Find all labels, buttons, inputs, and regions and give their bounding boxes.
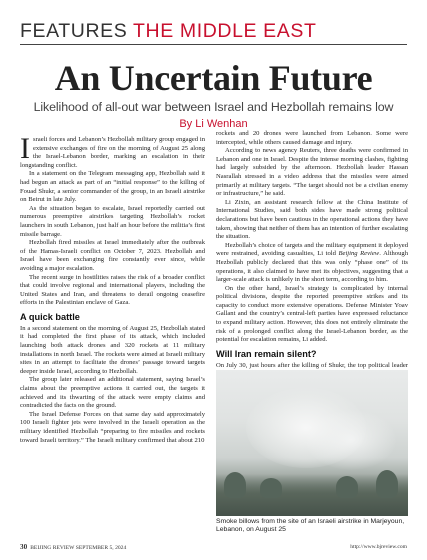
article-title: An Uncertain Future <box>54 58 373 98</box>
header-rule <box>20 44 407 45</box>
section-sub: THE MIDDLE EAST <box>133 20 317 42</box>
section-header <box>20 18 407 48</box>
paragraph: The group later released an additional statement, saying Israel’s claims about the preemptive actions it carried out, the targets it achieved and its thwarting of the attack were empty claims and contradicted the facts on the ground. <box>20 376 205 410</box>
smoke-plume <box>306 410 396 470</box>
paragraph: The recent surge in hostilities raises the risk of a broader conflict that could involve regional and international players, including the United States and Iran, and threatens to derail ongoing ceasefire efforts in the Palestinian enclave of Gaza. <box>20 273 205 307</box>
paragraph: Li Zixin, an assistant research fellow at the China Institute of International Studies, said both sides have made strong political declarations but have been cautious in the operational actions they have taken, showing that neither of them has an intention of further escalating the situation. <box>216 198 408 241</box>
article-column-left <box>20 132 205 540</box>
paragraph: Hezbollah’s choice of targets and the military equipment it deployed were restrained, avoiding casualties, Li told Beijing Review. Although Hezbollah publicly declared that this was only “phase one” of its operations, it also claimed to have met its objectives, suggesting that a larger-scale attack is unlikely in the short term, according to him. <box>216 241 408 284</box>
tree <box>376 470 398 498</box>
paragraph: According to news agency Reuters, three deaths were confirmed in Lebanon and one in Israel. Despite the intense morning clashes, fighting had largely subsided by the afternoon. Hezbollah leader Hassan Nasrallah stressed in a video address that the missiles were aimed primarily at military targets. “The target should not be a civilian enemy or infrastructure,” he said. <box>216 147 408 198</box>
paragraph: rockets and 20 drones were launched from Lebanon. Some were intercepted, while others caused damage and injury. <box>216 130 408 146</box>
section-main: FEATURES <box>20 20 128 42</box>
article-column-right <box>216 130 408 369</box>
page-number: 30 <box>20 543 28 551</box>
tree <box>224 472 246 498</box>
subheading: A quick battle <box>20 311 80 322</box>
paragraph: The Israel Defense Forces on that same day said approximately 100 Israeli fighter jets were involved in the Israeli operation as the military identified Hezbollah “preparing to fire missiles and rockets toward Israeli territory.” The Israeli military confirmed that about 210 <box>20 410 205 444</box>
paragraph: Israeli forces and Lebanon’s Hezbollah military group engaged in extensive exchanges of fire on the morning of August 25 along the Israel-Lebanon border, marking an escalation in their longstanding conflict. <box>20 132 205 169</box>
drop-cap: I <box>20 132 30 165</box>
page-footer <box>20 542 407 552</box>
paragraph: Hezbollah fired missiles at Israel immediately after the outbreak of the Hamas-Israeli conflict on October 7, 2023. Hezbollah and Israel have been exchanging fire constantly ever since, while avoiding a major escalation. <box>20 239 205 272</box>
subheading: Will Iran remain silent? <box>216 348 317 359</box>
paragraph: In a statement on the Telegram messaging app, Hezbollah said it had begun an attack as part of an “initial response” to the killing of Fouad Shukr, a senior commander of the group, in an Israeli airstrike on Beirut in late July. <box>20 170 205 204</box>
website-url[interactable]: http://www.bjreview.com <box>350 544 407 550</box>
paragraph: In a second statement on the morning of August 25, Hezbollah stated it had completed the first phase of its attack, which included launching both attack drones and 320 rockets at 11 military installations in north Israel. The rockets were aimed at Israeli military sites in an attempt to facilitate the drones’ passage toward targets deeper inside Israel, according to Hezbollah. <box>20 324 205 375</box>
photo-caption: Smoke billows from the site of an Israeli airstrike in Marjeyoun, Lebanon, on August 25 <box>216 518 405 534</box>
article-byline: By Li Wenhan <box>179 118 248 130</box>
paragraph: As the situation began to escalate, Israel reportedly carried out numerous preemptive airstrikes targeting Hezbollah’s rocket launchers in south Lebanon, just half an hour before the militia’s first missile barrage. <box>20 204 205 238</box>
publication-name: Beijing Review <box>338 250 380 258</box>
paragraph: On the other hand, Israel’s strategy is complicated by internal political divisions, despite the reported preemptive strikes and its capacity to conduct more extensive operations. Defense Minister Yoav Gallant and the country’s central-left parties have expressed reluctance to expand military action. However, this does not entirely eliminate the risk of a prolonged conflict along the Israel-Lebanon border, as the potential for escalation remains, Li added. <box>216 284 408 344</box>
article-subtitle: Likelihood of all-out war between Israel and Hezbollah remains low <box>33 100 394 114</box>
article-photo <box>216 370 408 516</box>
section-label <box>20 18 407 44</box>
paragraph: On July 30, just hours after the killing of Shukr, the top political leader <box>216 361 408 369</box>
tree <box>260 478 282 498</box>
tree <box>336 476 358 498</box>
issue-info: BEIJING REVIEW SEPTEMBER 5, 2024 <box>30 545 127 551</box>
